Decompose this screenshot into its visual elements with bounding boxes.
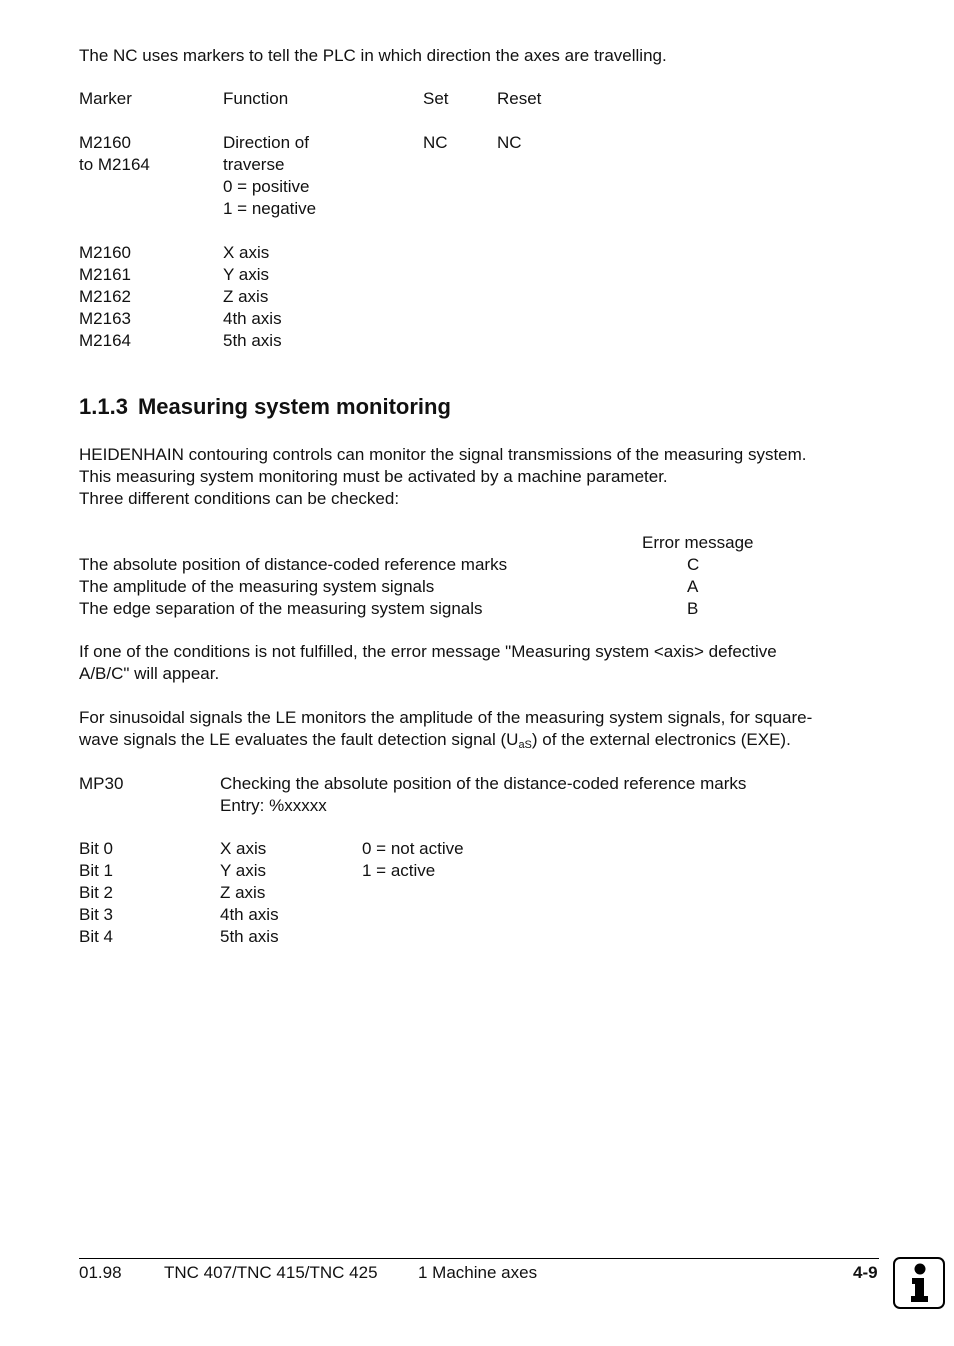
range-set: NC [423, 133, 448, 152]
range-marker-line1: M2160 [79, 133, 131, 152]
info-icon [893, 1257, 945, 1309]
footer-rule [79, 1258, 879, 1259]
range-function-line: 1 = negative [223, 199, 317, 218]
bit-label: Bit 4 [79, 927, 114, 946]
bit-label: Bit 2 [79, 883, 114, 902]
bit-value: 0 = not active [362, 839, 464, 858]
footer-page-number: 4-9 [853, 1263, 878, 1282]
condition-code: A [687, 577, 699, 596]
range-marker-line2: to M2164 [79, 155, 150, 174]
para2-line: A/B/C" will appear. [79, 664, 220, 683]
condition-text: The amplitude of the measuring system signals [79, 577, 435, 596]
axis-row-axis: 4th axis [223, 309, 282, 328]
mp30-description: Checking the absolute position of the distance-coded reference marks [220, 774, 747, 793]
condition-code: C [687, 555, 700, 574]
range-function-line: 0 = positive [223, 177, 310, 196]
para3-line2 [79, 729, 791, 751]
footer-models: TNC 407/TNC 415/TNC 425 [164, 1263, 378, 1282]
bit-axis: 5th axis [220, 927, 279, 946]
para3-line1: For sinusoidal signals the LE monitors the amplitude of the measuring system signals, for square- [79, 708, 813, 727]
axis-row-axis: 5th axis [223, 331, 282, 350]
bit-label: Bit 0 [79, 839, 114, 858]
axis-row-axis: Z axis [223, 287, 269, 306]
bit-label: Bit 3 [79, 905, 114, 924]
axis-row-marker: M2160 [79, 243, 131, 262]
axis-row-axis: Y axis [223, 265, 269, 284]
bit-value: 1 = active [362, 861, 436, 880]
bit-axis: Y axis [220, 861, 266, 880]
range-reset: NC [497, 133, 522, 152]
axis-row-axis: X axis [223, 243, 270, 262]
section-number: 1.1.3 [79, 394, 128, 419]
section-heading [79, 393, 451, 421]
para2-line: If one of the conditions is not fulfilled, the error message "Measuring system <axis> defective [79, 642, 777, 661]
header-reset: Reset [497, 89, 542, 108]
bit-label: Bit 1 [79, 861, 114, 880]
footer-date: 01.98 [79, 1263, 122, 1282]
bit-axis: 4th axis [220, 905, 279, 924]
condition-text: The absolute position of distance-coded reference marks [79, 555, 508, 574]
para3-line2-after: ) of the external electronics (EXE). [531, 730, 791, 749]
mp30-label: MP30 [79, 774, 124, 793]
footer-chapter: 1 Machine axes [418, 1263, 538, 1282]
error-message-header: Error message [642, 533, 754, 552]
mp30-entry: Entry: %xxxxx [220, 796, 327, 815]
axis-row-marker: M2163 [79, 309, 131, 328]
bit-axis: X axis [220, 839, 267, 858]
para1-line: This measuring system monitoring must be activated by a machine parameter. [79, 467, 668, 486]
condition-code: B [687, 599, 699, 618]
range-function-line: Direction of [223, 133, 309, 152]
para3-line2-subscript: aS [518, 739, 532, 751]
header-set: Set [423, 89, 449, 108]
axis-row-marker: M2164 [79, 331, 131, 350]
header-function: Function [223, 89, 289, 108]
header-marker: Marker [79, 89, 132, 108]
para3-line2-before: wave signals the LE evaluates the fault detection signal (U [79, 730, 519, 749]
axis-row-marker: M2161 [79, 265, 131, 284]
bit-axis: Z axis [220, 883, 266, 902]
para1-line: Three different conditions can be checked: [79, 489, 400, 508]
intro-text: The NC uses markers to tell the PLC in which direction the axes are travelling. [79, 46, 667, 65]
condition-text: The edge separation of the measuring system signals [79, 599, 483, 618]
para1-line: HEIDENHAIN contouring controls can monitor the signal transmissions of the measuring system. [79, 445, 807, 464]
range-function-line: traverse [223, 155, 285, 174]
axis-row-marker: M2162 [79, 287, 131, 306]
section-title: Measuring system monitoring [137, 394, 451, 419]
